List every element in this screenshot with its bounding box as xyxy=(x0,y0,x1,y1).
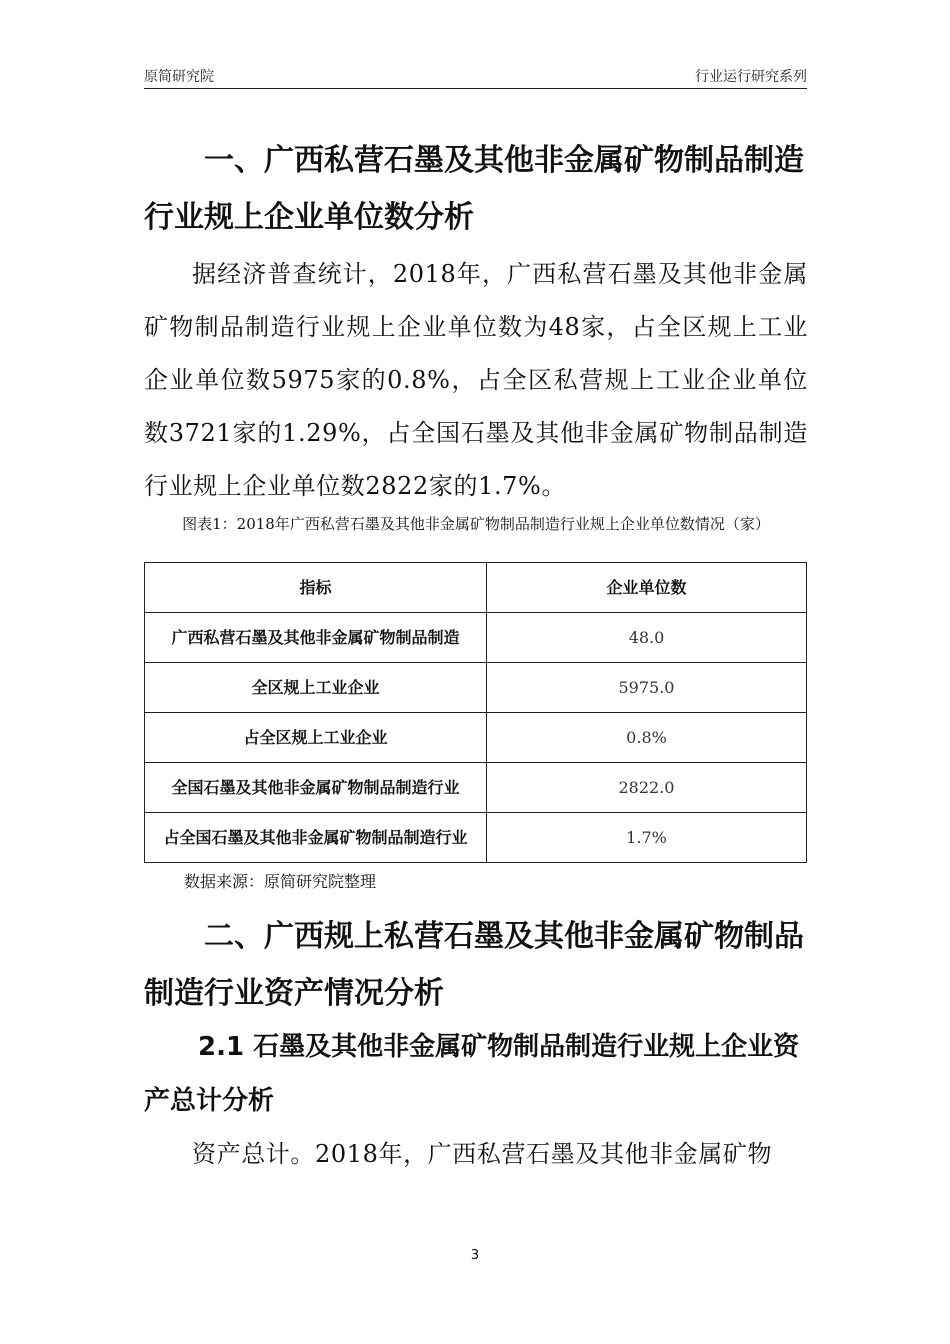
row-value: 1.7% xyxy=(487,813,807,863)
row-label: 占全国石墨及其他非金属矿物制品制造行业 xyxy=(145,813,487,863)
page-header xyxy=(144,66,807,89)
enterprise-count-table xyxy=(144,562,807,863)
row-label: 占全区规上工业企业 xyxy=(145,713,487,763)
row-label: 全国石墨及其他非金属矿物制品制造行业 xyxy=(145,763,487,813)
table-caption: 图表1：2018年广西私营石墨及其他非金属矿物制品制造行业规上企业单位数情况（家） xyxy=(182,515,770,533)
header-series-name: 行业运行研究系列 xyxy=(695,69,807,85)
header-org-name: 原简研究院 xyxy=(144,69,214,85)
section2-paragraph: 资产总计。2018年，广西私营石墨及其他非金属矿物 xyxy=(192,1140,773,1168)
table-header-count: 企业单位数 xyxy=(487,563,807,613)
row-value: 0.8% xyxy=(487,713,807,763)
section2-title: 二、广西规上私营石墨及其他非金属矿物制品制造行业资产情况分析 xyxy=(144,919,804,1011)
table-source-note: 数据来源：原简研究院整理 xyxy=(184,872,377,891)
row-value: 5975.0 xyxy=(487,663,807,713)
row-label: 广西私营石墨及其他非金属矿物制品制造 xyxy=(145,613,487,663)
row-label: 全区规上工业企业 xyxy=(145,663,487,713)
table-header-indicator: 指标 xyxy=(145,563,487,613)
table-row xyxy=(145,813,807,863)
subsection-title: 2.1 石墨及其他非金属矿物制品制造行业规上企业资产总计分析 xyxy=(144,1032,800,1116)
row-value: 2822.0 xyxy=(487,763,807,813)
page-number: 3 xyxy=(470,1248,480,1263)
section1-paragraph: 据经济普查统计，2018年，广西私营石墨及其他非金属矿物制品制造行业规上企业单位数为48家，占全区规上工业企业单位数5975家的0.8%，占全区私营规上工业企业单位数3721家的1.29%，占全国石墨及其他非金属矿物制品制造行业规上企业单位数2822家的1.7%。 xyxy=(144,260,808,500)
section1-title: 一、广西私营石墨及其他非金属矿物制品制造行业规上企业单位数分析 xyxy=(144,143,804,235)
table-header-row xyxy=(145,563,807,613)
table-row xyxy=(145,763,807,813)
table-row xyxy=(145,663,807,713)
table-row xyxy=(145,713,807,763)
table-row xyxy=(145,613,807,663)
row-value: 48.0 xyxy=(487,613,807,663)
